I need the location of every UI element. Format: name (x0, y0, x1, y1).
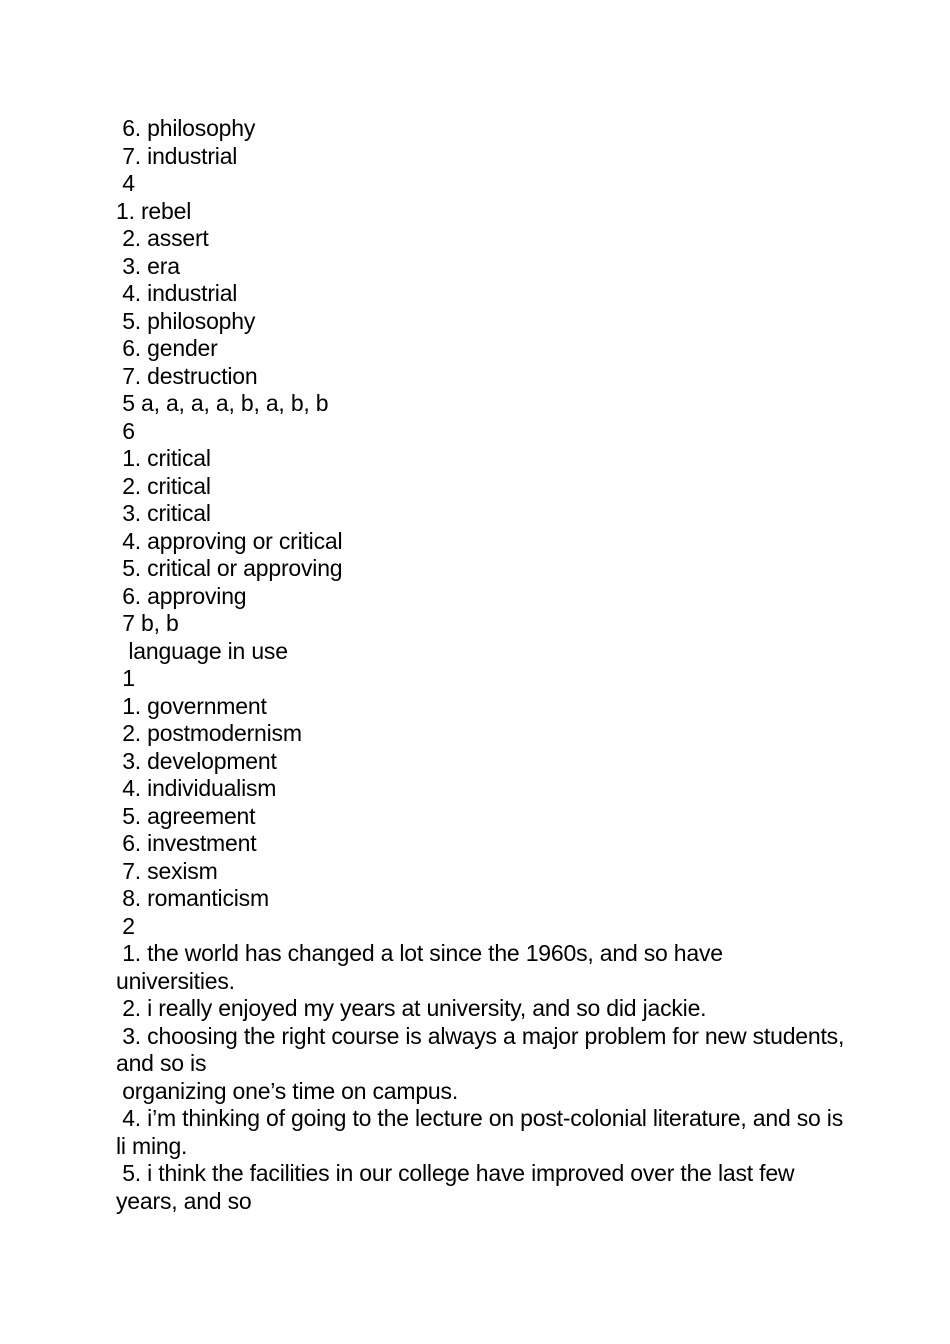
text-line: 3. development (116, 747, 277, 774)
text-line: 1. government (116, 692, 267, 719)
text-line: 7. destruction (116, 362, 258, 389)
text-line: 6. approving (116, 582, 247, 609)
text-line: 8. romanticism (116, 885, 269, 911)
document-body (116, 115, 851, 1215)
text-line: 2 (116, 912, 135, 939)
text-line: 5 a, a, a, a, b, a, b, b (116, 390, 329, 416)
text-line: 6 (116, 417, 135, 444)
text-line: 1. critical (116, 445, 211, 471)
text-line: 7. industrial (116, 142, 238, 169)
text-line: 2. postmodernism (116, 720, 302, 746)
text-line: 4. approving or critical (116, 527, 343, 554)
text-line: 2. assert (116, 225, 209, 251)
text-line: 7 b, b (116, 610, 179, 636)
text-line: 6. philosophy (116, 115, 256, 141)
section-heading: language in use (116, 637, 288, 664)
text-line: 7. sexism (116, 857, 218, 884)
text-line: 5. critical or approving (116, 555, 343, 581)
text-line: 1. the world has changed a lot since the 1960s, and so have universities. (116, 940, 730, 994)
text-line: 5. agreement (116, 802, 256, 829)
text-line: 5. i think the facilities in our college have improved over the last few years, and so (116, 1160, 801, 1214)
text-line: 5. philosophy (116, 307, 256, 334)
text-line: 4. industrial (116, 280, 238, 306)
text-line: 4 (116, 170, 135, 196)
text-line: 3. choosing the right course is always a major problem for new students, and so is (116, 1022, 851, 1076)
text-line: 4. i’m thinking of going to the lecture on post-colonial literature, and so is li ming. (116, 1105, 850, 1159)
text-line: 6. gender (116, 335, 218, 361)
text-line: 1. rebel (116, 197, 192, 224)
text-line: organizing one’s time on campus. (116, 1077, 459, 1104)
text-line: 2. i really enjoyed my years at university, and so did jackie. (116, 995, 707, 1021)
text-line: 3. era (116, 252, 180, 279)
text-line: 6. investment (116, 830, 257, 856)
text-line: 3. critical (116, 500, 211, 526)
text-line: 1 (116, 665, 135, 691)
text-line: 2. critical (116, 472, 211, 499)
text-line: 4. individualism (116, 775, 277, 801)
